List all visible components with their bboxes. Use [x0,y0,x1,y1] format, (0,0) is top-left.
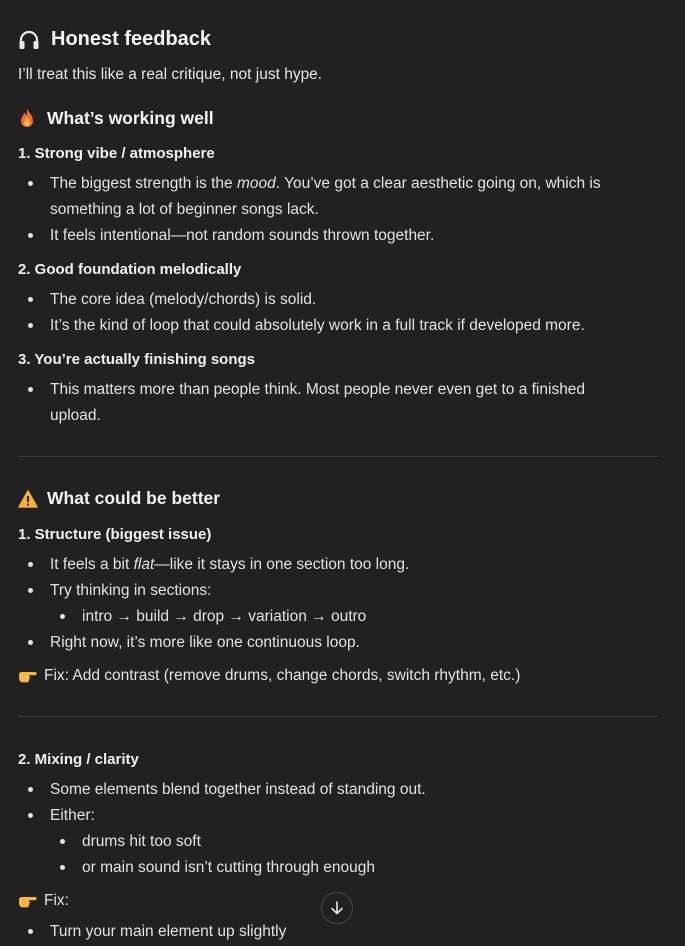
subheading-structure: 1. Structure (biggest issue) [18,526,212,543]
nested-list-item: intro → build → drop → variation → outro [82,604,642,630]
subheading-finishing: 3. You’re actually finishing songs [18,351,255,368]
pointing-hand-icon [18,668,38,684]
pointing-hand-icon [18,893,38,909]
list-item: Turn your main element up slightly [50,919,640,945]
list-item: The core idea (melody/chords) is solid. [50,287,640,313]
section-title-better: What could be better [47,488,221,508]
section-title-working: What’s working well [47,107,214,128]
list-item: It feels intentional—not random sounds thrown together. [50,223,640,249]
subheading-foundation: 2. Good foundation melodically [18,261,242,278]
list-item: Either: [50,803,640,829]
scroll-to-bottom-button[interactable] [321,892,353,924]
section-heading-better [18,488,220,509]
nested-list-item: or main sound isn’t cutting through enough [82,855,642,881]
list-item: Some elements blend together instead of standing out. [50,777,640,803]
arrow-down-icon [329,900,345,916]
main-heading [18,28,211,51]
section-divider [18,456,658,457]
fix-line-mixing [18,892,69,910]
subheading-strong-vibe: 1. Strong vibe / atmosphere [18,145,215,162]
list-item: Right now, it’s more like one continuous loop. [50,630,640,656]
list-item: It’s the kind of loop that could absolutely work in a full track if developed more. [50,313,640,339]
main-title: Honest feedback [51,28,212,50]
list-item: This matters more than people think. Most people never even get to a finished upload. [50,377,640,429]
warning-icon [18,490,38,508]
headphones-icon [18,30,40,50]
list-item: Try thinking in sections: [50,578,640,604]
section-heading-working [18,107,214,129]
list-item: It feels a bit flat—like it stays in one section too long. [50,552,640,578]
fix-line-structure [18,667,520,685]
nested-list-item: drums hit too soft [82,829,642,855]
intro-text: I’ll treat this like a real critique, not just hype. [18,66,323,83]
section-divider [18,716,658,717]
fix-text-mixing: Fix: [44,892,69,909]
list-item: The biggest strength is the mood. You’ve got a clear aesthetic going on, which is something a lot of beginner songs lack. [50,171,640,223]
subheading-mixing: 2. Mixing / clarity [18,751,139,768]
fix-text-structure: Fix: Add contrast (remove drums, change chords, switch rhythm, etc.) [44,667,521,684]
fire-icon [18,107,36,129]
